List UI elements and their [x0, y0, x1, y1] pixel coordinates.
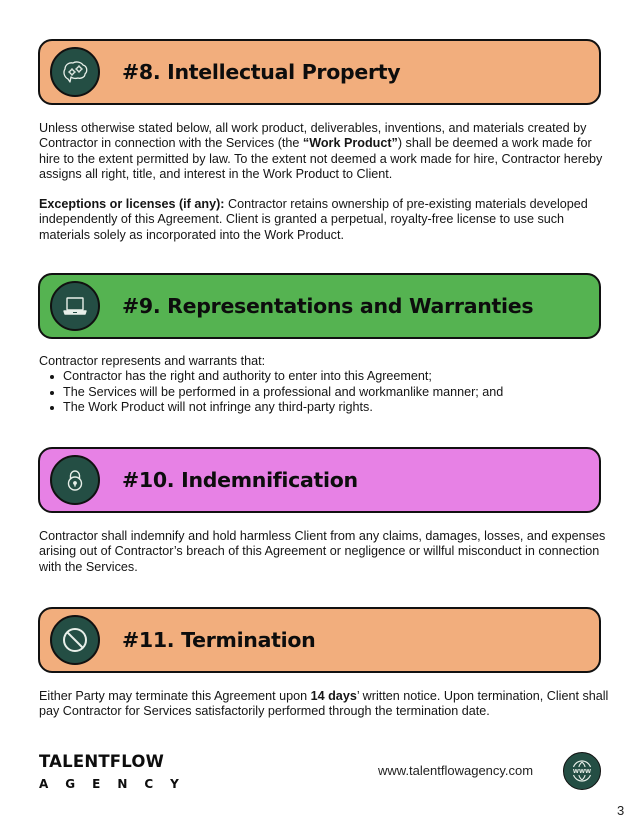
page-number: 3 [617, 803, 625, 818]
section-8-body [39, 121, 609, 243]
brand-logo [39, 752, 196, 791]
section-title: #10. Indemnification [122, 468, 358, 492]
notice-period: 14 days [310, 689, 357, 703]
list-item: The Work Product will not infringe any third-party rights. [39, 400, 609, 415]
exceptions-paragraph: Exceptions or licenses (if any): Contractor retains ownership of pre-existing materials developed independently of this Agreement. Client is granted a perpetual, royalty-free license to use such materials solely as incorporated into the Work Product. [39, 197, 588, 242]
brand-name: TALENTFLOW [39, 752, 165, 771]
section-10-body [39, 529, 609, 575]
section-9-body [39, 354, 609, 415]
section-11-body [39, 689, 609, 720]
list-item: The Services will be performed in a professional and workmanlike manner; and [39, 385, 609, 400]
section-10-banner [38, 447, 601, 513]
work-product-paragraph: Unless otherwise stated below, all work product, deliverables, inventions, and materials created by Contractor in connection with the Services (the “Work Product”) shall be deemed a work made for hire to the extent permitted by law. To the extent not deemed a work made for hire, Contractor hereby assigns all right, title, and interest in the Work Product to Client. [39, 121, 603, 181]
section-9-banner [38, 273, 601, 339]
list-item: Contractor has the right and authority to enter into this Agreement; [39, 369, 609, 384]
termination-paragraph: Either Party may terminate this Agreement upon 14 days’ written notice. Upon termination, Client shall pay Contractor for Services satisfactorily performed through the termination date. [39, 689, 609, 719]
brain-gears-icon [50, 47, 100, 97]
website-link[interactable]: www.talentflowagency.com [378, 763, 534, 778]
work-product-term: “Work Product” [302, 136, 398, 151]
brand-subtitle: AGENCY [39, 777, 196, 791]
section-title: #9. Representations and Warranties [122, 294, 534, 318]
exceptions-label: Exceptions or licenses (if any): [39, 197, 225, 212]
section-8-banner [38, 39, 601, 105]
warranties-list [39, 369, 609, 415]
warranties-intro: Contractor represents and warrants that: [39, 354, 266, 368]
section-title: #8. Intellectual Property [122, 60, 401, 84]
section-title: #11. Termination [122, 628, 316, 652]
svg-text:WWW: WWW [572, 769, 592, 776]
section-11-banner [38, 607, 601, 673]
padlock-icon [50, 455, 100, 505]
laptop-icon [50, 281, 100, 331]
indemnification-paragraph: Contractor shall indemnify and hold harmless Client from any claims, damages, losses, and expenses arising out of Contractor’s breach of this Agreement or negligence or willful misconduct in connection with the Services. [39, 529, 606, 574]
globe-www-icon [563, 752, 601, 790]
prohibited-icon [50, 615, 100, 665]
